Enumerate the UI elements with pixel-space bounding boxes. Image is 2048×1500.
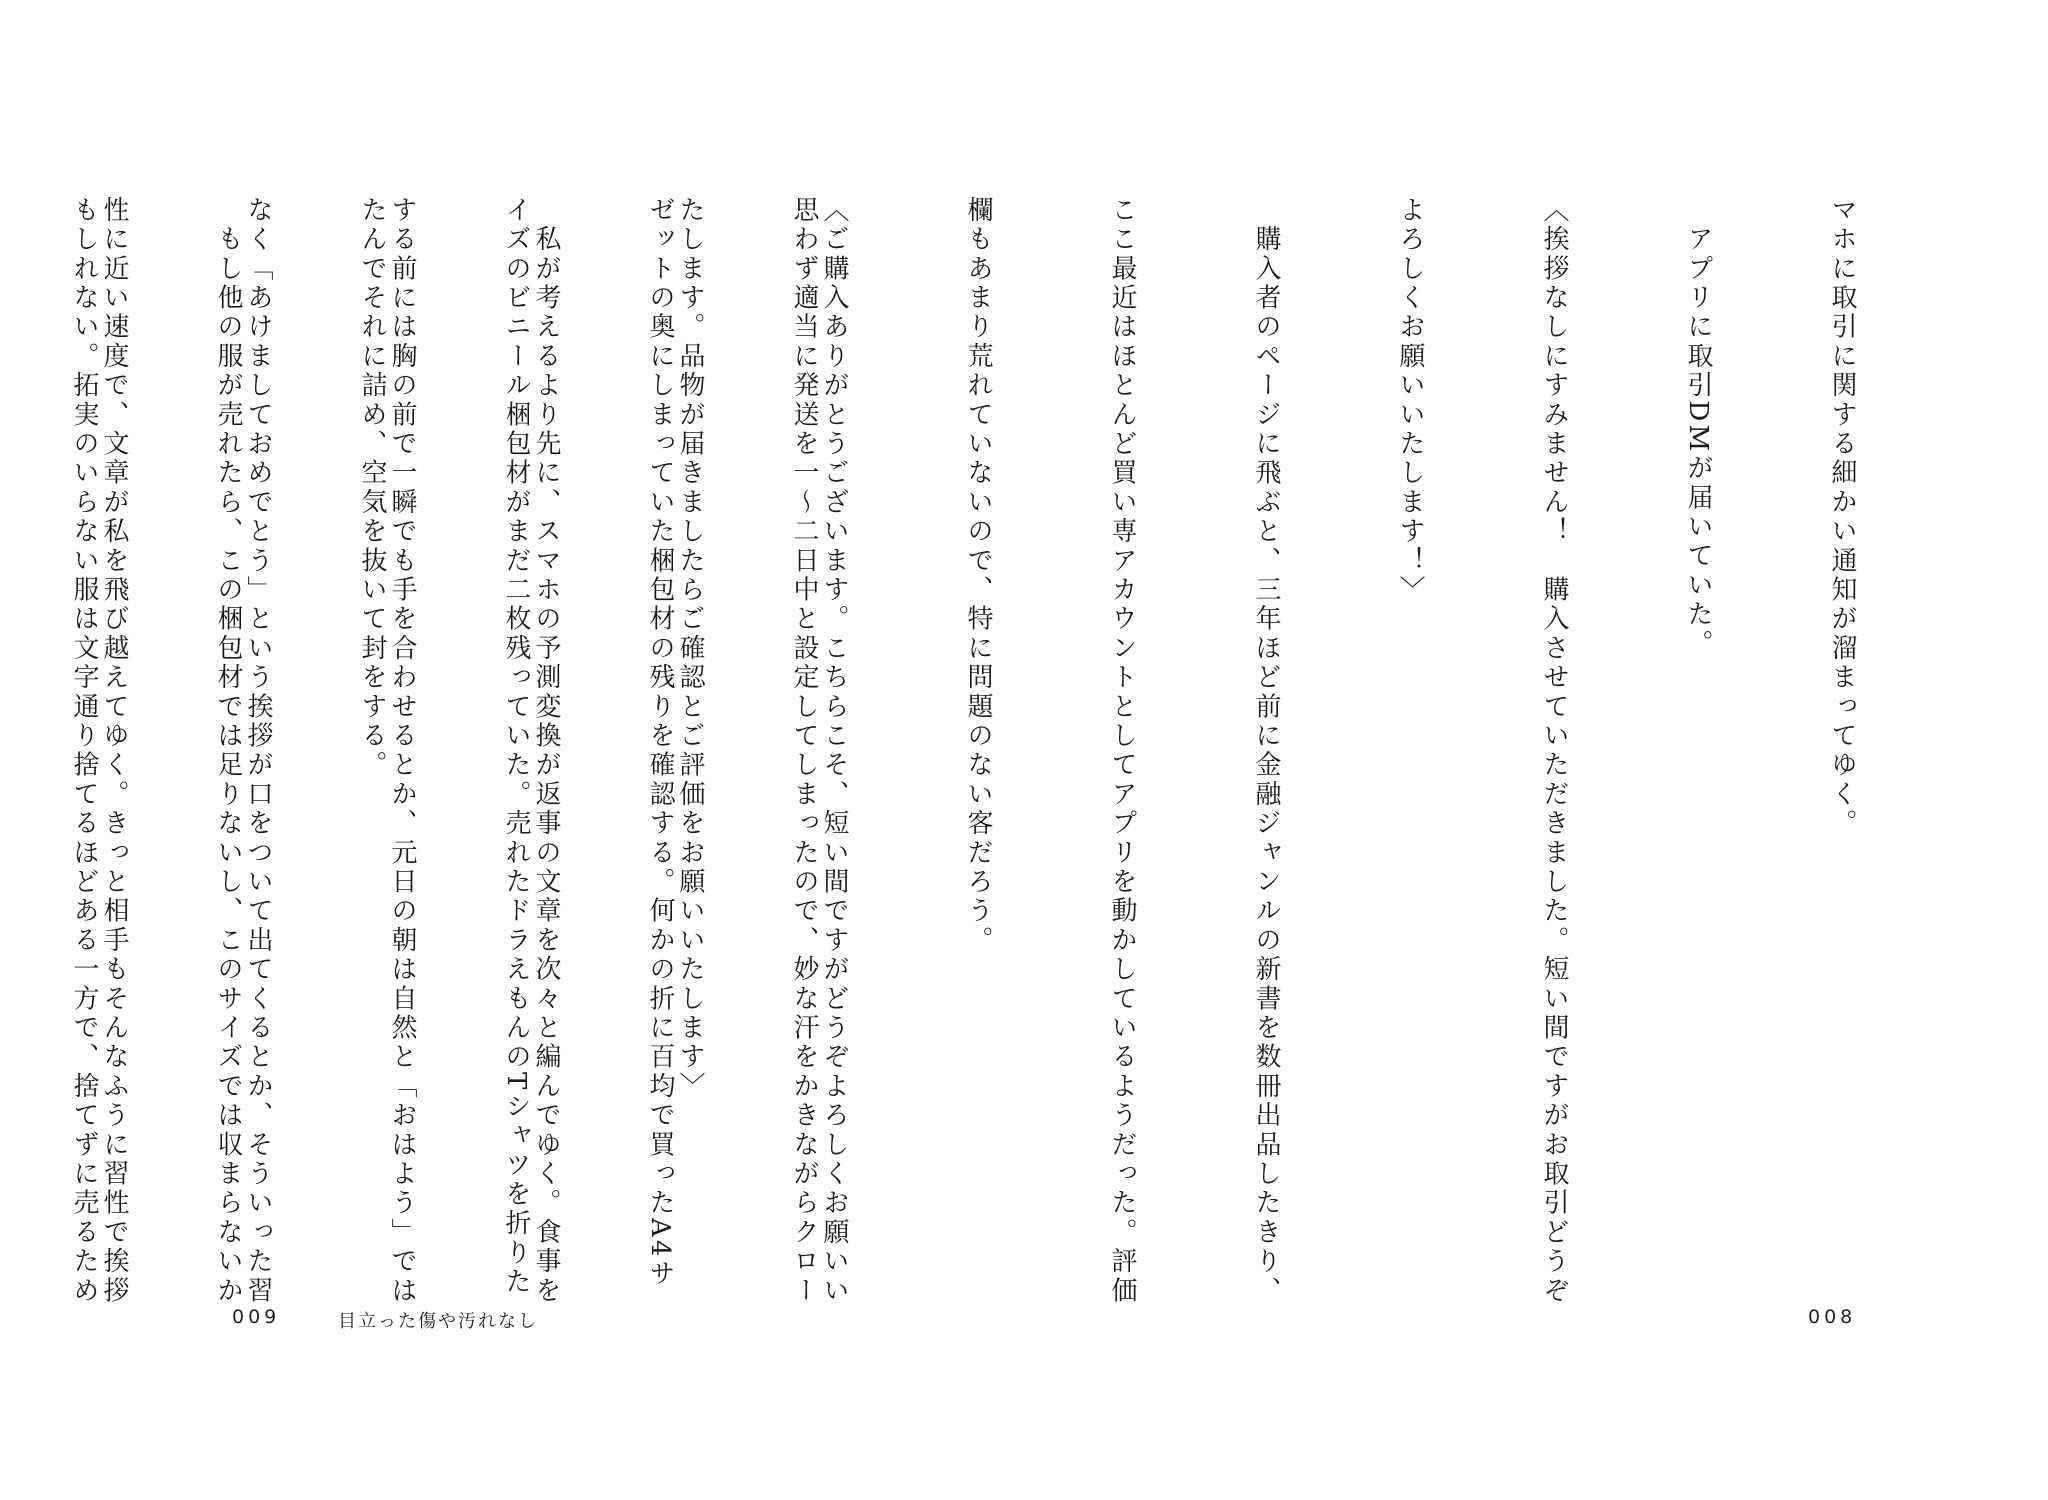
body-line: 欄もあまり荒れていないので、特に問題のない客だろう。 bbox=[963, 196, 993, 956]
page-number: 008 bbox=[1808, 1306, 1857, 1328]
page-number: 009 bbox=[232, 1306, 281, 1328]
body-line: する前には胸の前で一瞬でも手を合わせるとか、元日の朝は自然と「おはよう」では bbox=[387, 196, 417, 1306]
body-line: もし他の服が売れたら、この梱包材では足りないし、このサイズでは収まらないか bbox=[213, 196, 243, 1306]
body-line: もしれない。拓実のいらない服は文字通り捨てるほどある一方で、捨てずに売るため bbox=[69, 196, 99, 1306]
body-line: 購入者のページに飛ぶと、三年ほど前に金融ジャンルの新書を数冊出品したきり、 bbox=[1251, 196, 1281, 1306]
body-line: マホに取引に関する細かい通知が溜まってゆく。 bbox=[1827, 196, 1857, 839]
body-line: ゼットの奥にしまっていた梱包材の残りを確認する。何かの折に百均で買ったA4サ bbox=[645, 196, 675, 1289]
body-line: たんでそれに詰め、空気を抜いて封をする。 bbox=[357, 196, 387, 780]
body-line: 私が考えるより先に、スマホの予測変換が返事の文章を次々と編んでゆく。食事を bbox=[531, 196, 561, 1306]
body-line: イズのビニール梱包材がまだ二枚残っていた。売れたドラえもんのTシャツを折りた bbox=[501, 196, 531, 1297]
body-line: なく「あけましておめでとう」という挨拶が口をついて出てくるとか、そういった習 bbox=[243, 196, 273, 1306]
body-line: 〈ご購入ありがとうございます。こちらこそ、短い間ですがどうぞよろしくお願いい bbox=[819, 196, 849, 1306]
body-line: 性に近い速度で、文章が私を飛び越えてゆく。きっと相手もそんなふうに習性で挨拶 bbox=[99, 196, 129, 1306]
body-line: ここ最近はほとんど買い専アカウントとしてアプリを動かしているようだった。評価 bbox=[1107, 196, 1137, 1306]
running-title: 目立った傷や汚れなし bbox=[338, 1311, 538, 1332]
body-line: よろしくお願いいたします！〉 bbox=[1395, 196, 1425, 605]
body-line: 〈挨拶なしにすみません！ 購入させていただきました。短い間ですがお取引どうぞ bbox=[1539, 196, 1569, 1306]
body-line: たします。品物が届きましたらご確認とご評価をお願いいたします〉 bbox=[675, 196, 705, 1102]
body-line: 思わず適当に発送を一〜二日中と設定してしまったので、妙な汗をかきながらクロー bbox=[789, 196, 819, 1306]
body-line: アプリに取引DMが届いていた。 bbox=[1683, 196, 1713, 659]
